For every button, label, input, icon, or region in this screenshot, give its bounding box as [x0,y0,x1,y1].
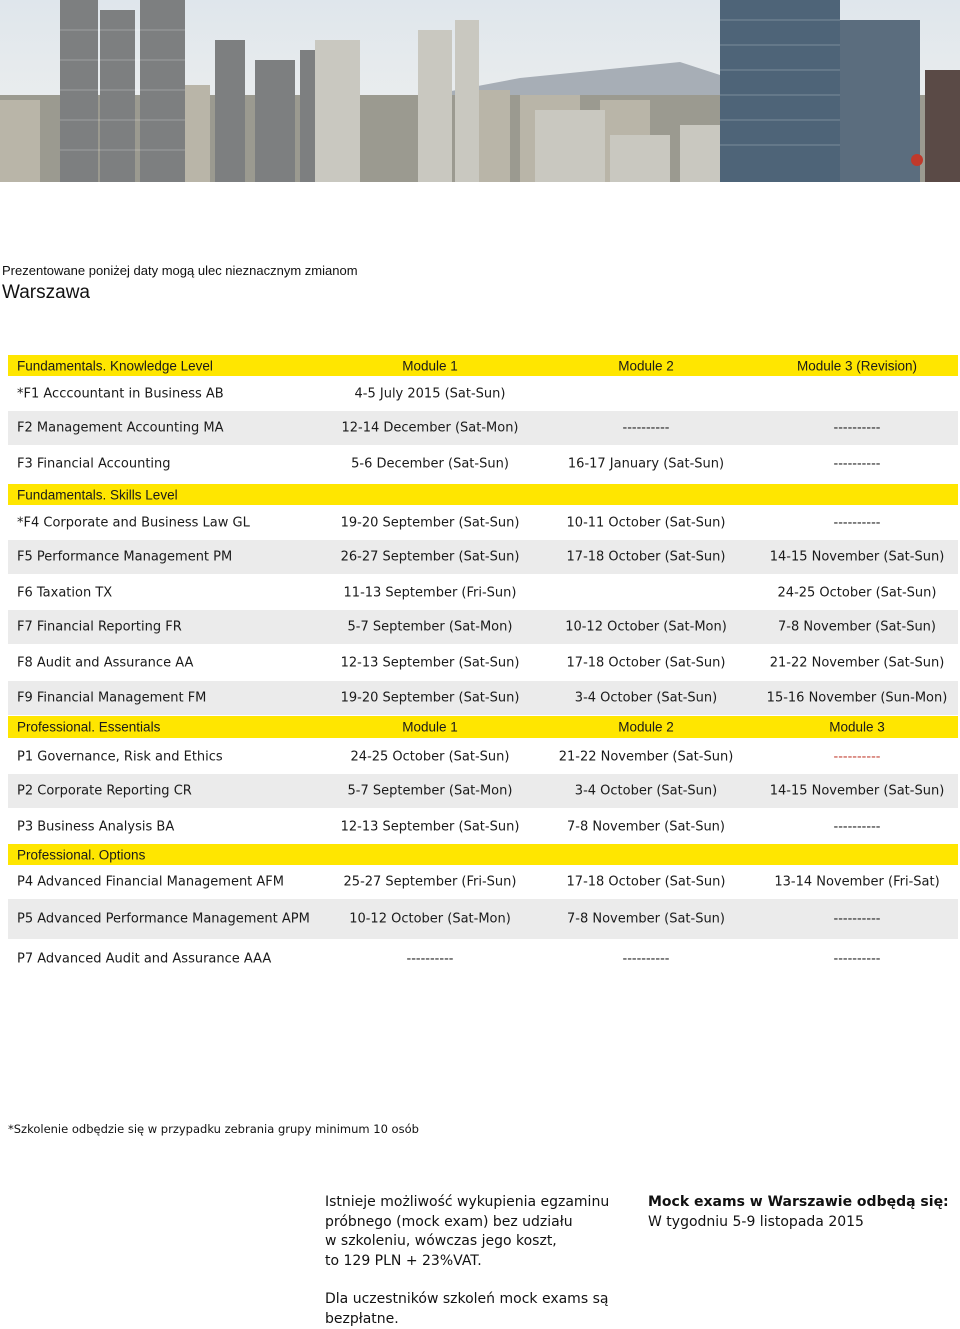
table-row [8,447,958,481]
mock-dates-title: Mock exams w Warszawie odbędą się: [648,1193,949,1213]
table-row [8,866,958,898]
cell-module1: 10-12 October (Sat-Mon) [349,912,511,927]
mock-info-line: to 129 PLN + 23%VAT. [325,1252,609,1272]
cell-course: P1 Governance, Risk and Ethics [17,749,223,764]
table-row [8,378,958,410]
cell-module3: 14-15 November (Sat-Sun) [770,784,945,799]
section-header-skills [8,484,958,505]
cell-course: P3 Business Analysis BA [17,819,174,834]
city-title: Warszawa [2,282,90,304]
cell-course: P2 Corporate Reporting CR [17,784,192,799]
header-cell: Module 2 [618,720,674,735]
mock-exam-info [325,1193,609,1329]
cell-course: F9 Financial Management FM [17,691,206,706]
cell-course: F3 Financial Accounting [17,457,171,472]
cell-module2: 3-4 October (Sat-Sun) [575,691,717,706]
section-header-options [8,844,958,865]
cell-module1: 12-13 September (Sat-Sun) [341,655,520,670]
header-cell: Module 1 [402,358,458,373]
spacer [325,1271,609,1290]
cell-module3: 15-16 November (Sun-Mon) [767,691,948,706]
header-cell: Fundamentals. Knowledge Level [17,358,213,373]
mock-info-line: w szkoleniu, wówczas jego koszt, [325,1232,609,1252]
cell-course: P4 Advanced Financial Management AFM [17,875,284,890]
cell-module2: 10-11 October (Sat-Sun) [567,515,726,530]
table-row [8,610,958,644]
table-row [8,576,958,609]
notice-text: Prezentowane poniżej daty mogą ulec nieznacznym zmianom [2,263,358,278]
cell-module3: 7-8 November (Sat-Sun) [778,620,936,635]
header-cell: Module 3 [829,720,885,735]
section-header-essentials [8,716,958,738]
table-row [8,899,958,939]
cell-module2: 7-8 November (Sat-Sun) [567,912,725,927]
cell-module2: ---------- [623,952,670,967]
header-cell: Fundamentals. Skills Level [17,487,178,502]
cell-module3: ---------- [834,952,881,967]
table-row [8,810,958,843]
cell-module1: 5-7 September (Sat-Mon) [348,784,513,799]
table-row [8,411,958,445]
cell-module1: 11-13 September (Fri-Sun) [344,585,517,600]
table-row [8,681,958,715]
cell-module3: 14-15 November (Sat-Sun) [770,550,945,565]
footnote: *Szkolenie odbędzie się w przypadku zebrania grupy minimum 10 osób [8,1122,419,1136]
table-row [8,506,958,539]
cell-course: F7 Financial Reporting FR [17,620,182,635]
table-row [8,774,958,808]
cell-course: *F1 Acccountant in Business AB [17,387,224,402]
cell-course: F8 Audit and Assurance AA [17,655,193,670]
cell-module1: 12-13 September (Sat-Sun) [341,819,520,834]
table-row [8,540,958,574]
cell-module1: 19-20 September (Sat-Sun) [341,691,520,706]
header-cell: Module 1 [402,720,458,735]
cell-module1: 19-20 September (Sat-Sun) [341,515,520,530]
cell-course: P5 Advanced Performance Management APM [17,912,310,927]
cell-module1: 5-7 September (Sat-Mon) [348,620,513,635]
cell-module1: 5-6 December (Sat-Sun) [351,457,509,472]
table-row [8,740,958,773]
table-row [8,646,958,679]
mock-exam-dates [648,1193,949,1232]
cell-module1: 25-27 September (Fri-Sun) [344,875,517,890]
cell-module1: 26-27 September (Sat-Sun) [341,550,520,565]
section-header-knowledge [8,355,958,376]
cell-module2: 16-17 January (Sat-Sun) [568,457,724,472]
cell-module2: 17-18 October (Sat-Sun) [567,875,726,890]
cell-module2: 17-18 October (Sat-Sun) [567,655,726,670]
cell-course: F6 Taxation TX [17,585,112,600]
cell-module3: ---------- [834,819,881,834]
cell-course: F2 Management Accounting MA [17,421,223,436]
mock-free-line: Dla uczestników szkoleń mock exams są [325,1290,609,1310]
cell-course: P7 Advanced Audit and Assurance AAA [17,952,271,967]
cell-module3: ---------- [834,912,881,927]
header-cell: Professional. Essentials [17,720,160,735]
cell-module3: ---------- [834,457,881,472]
cell-module2: ---------- [623,421,670,436]
cell-module2: 21-22 November (Sat-Sun) [559,749,734,764]
cell-module3: ---------- [834,749,881,764]
header-cell: Professional. Options [17,847,145,862]
cell-module3: 24-25 October (Sat-Sun) [778,585,937,600]
cell-course: *F4 Corporate and Business Law GL [17,515,250,530]
cell-module2: 3-4 October (Sat-Sun) [575,784,717,799]
cell-module1: ---------- [407,952,454,967]
cell-module2: 10-12 October (Sat-Mon) [565,620,727,635]
cell-module1: 4-5 July 2015 (Sat-Sun) [355,387,506,402]
header-cell: Module 2 [618,358,674,373]
cell-module1: 12-14 December (Sat-Mon) [341,421,518,436]
mock-info-line: Istnieje możliwość wykupienia egzaminu [325,1193,609,1213]
cell-course: F5 Performance Management PM [17,550,232,565]
cell-module3: 21-22 November (Sat-Sun) [770,655,945,670]
cell-module1: 24-25 October (Sat-Sun) [351,749,510,764]
table-row [8,941,958,977]
cell-module3: ---------- [834,421,881,436]
mock-info-line: próbnego (mock exam) bez udziału [325,1213,609,1233]
skyline-banner-image [0,0,960,182]
cell-module3: ---------- [834,515,881,530]
mock-free-line: bezpłatne. [325,1310,609,1329]
header-cell: Module 3 (Revision) [797,358,917,373]
mock-dates-text: W tygodniu 5-9 listopada 2015 [648,1213,949,1233]
cell-module2: 17-18 October (Sat-Sun) [567,550,726,565]
cell-module3: 13-14 November (Fri-Sat) [774,875,939,890]
cell-module2: 7-8 November (Sat-Sun) [567,819,725,834]
